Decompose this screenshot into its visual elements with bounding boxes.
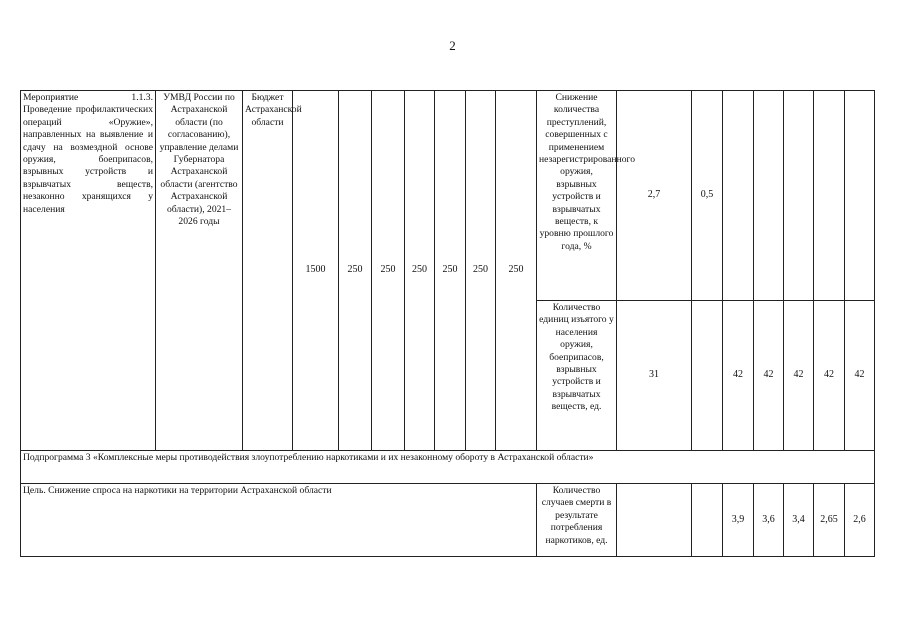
- page-number: 2: [449, 38, 456, 53]
- funding-year: 250: [339, 91, 372, 451]
- indicator-value: 42: [814, 301, 845, 451]
- indicator-value: 42: [754, 301, 784, 451]
- funding-year: 250: [372, 91, 405, 451]
- indicator-value: [692, 301, 723, 451]
- indicator-name: Снижение количества преступлений, совершенных с применением незарегистрированного оружия, взрывных устройств и взрывчатых веществ, к уровню прошлого года, %: [537, 91, 617, 301]
- indicator-value: [754, 91, 784, 301]
- goal-value: 2,6: [845, 484, 875, 557]
- indicator-value: [723, 91, 754, 301]
- indicator-name: Количество единиц изъятого у населения оружия, боеприпасов, взрывных устройств и взрывчатых веществ, ед.: [537, 301, 617, 451]
- measure-row-1: [21, 91, 875, 301]
- goal-value: 3,9: [723, 484, 754, 557]
- indicator-value: 42: [845, 301, 875, 451]
- measure-executor: УМВД России по Астраханской области (по согласованию), управление делами Губернатора Астраханской области (агентство Астраханской области), 2021–2026 годы: [156, 91, 243, 451]
- funding-source: Бюджет Астраханской области: [243, 91, 293, 451]
- indicator-value: 42: [723, 301, 754, 451]
- indicator-base: 31: [617, 301, 692, 451]
- subprogram-title: Подпрограмма 3 «Комплексные меры противодействия злоупотреблению наркотиками и их незаконному обороту в Астраханской области»: [21, 451, 875, 484]
- goal-text: Цель. Снижение спроса на наркотики на территории Астраханской области: [21, 484, 537, 557]
- funding-total: 1500: [293, 91, 339, 451]
- subprogram-row: [21, 451, 875, 484]
- goal-value: 3,6: [754, 484, 784, 557]
- indicator-value: [784, 91, 814, 301]
- goal-row: [21, 484, 875, 557]
- funding-year: 250: [466, 91, 496, 451]
- funding-year: 250: [435, 91, 466, 451]
- goal-base: [617, 484, 692, 557]
- indicator-value: [845, 91, 875, 301]
- program-table: [20, 90, 875, 557]
- indicator-value: 0,5: [692, 91, 723, 301]
- funding-year: 250: [405, 91, 435, 451]
- goal-value: [692, 484, 723, 557]
- goal-indicator: Количество случаев смерти в результате потребления наркотиков, ед.: [537, 484, 617, 557]
- indicator-value: 42: [784, 301, 814, 451]
- measure-name: Мероприятие 1.1.3. Проведение профилактических операций «Оружие», направленных на выявление и сдачу на возмездной основе оружия, боеприпасов, взрывных устройств и взрывчатых веществ, незаконно хранящихся у населения: [21, 91, 156, 451]
- goal-value: 3,4: [784, 484, 814, 557]
- funding-year: 250: [496, 91, 537, 451]
- indicator-base: 2,7: [617, 91, 692, 301]
- goal-value: 2,65: [814, 484, 845, 557]
- indicator-value: [814, 91, 845, 301]
